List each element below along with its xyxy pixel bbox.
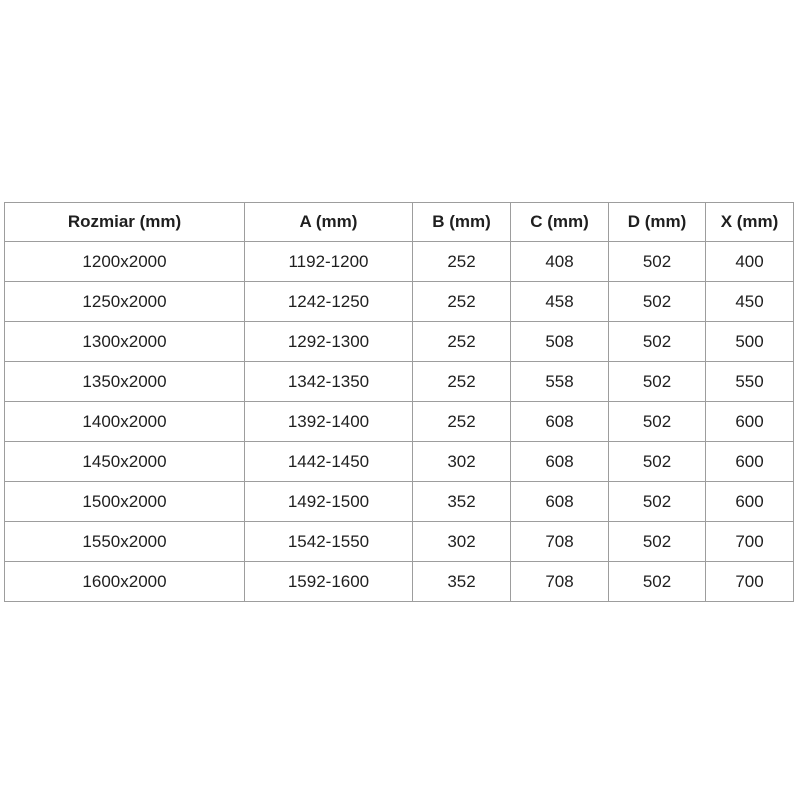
cell-x: 700: [706, 562, 794, 602]
table-row: [5, 562, 794, 602]
cell-a: 1192-1200: [245, 242, 413, 282]
cell-rozmiar: 1350x2000: [5, 362, 245, 402]
cell-a: 1392-1400: [245, 402, 413, 442]
table-row: [5, 322, 794, 362]
table-row: [5, 402, 794, 442]
cell-d: 502: [609, 242, 706, 282]
cell-c: 608: [511, 442, 609, 482]
cell-a: 1542-1550: [245, 522, 413, 562]
cell-rozmiar: 1600x2000: [5, 562, 245, 602]
cell-b: 352: [413, 562, 511, 602]
cell-x: 700: [706, 522, 794, 562]
cell-rozmiar: 1400x2000: [5, 402, 245, 442]
cell-c: 708: [511, 562, 609, 602]
column-header-c: C (mm): [511, 203, 609, 242]
cell-x: 550: [706, 362, 794, 402]
cell-b: 302: [413, 442, 511, 482]
cell-b: 352: [413, 482, 511, 522]
cell-rozmiar: 1450x2000: [5, 442, 245, 482]
column-header-b: B (mm): [413, 203, 511, 242]
cell-b: 302: [413, 522, 511, 562]
cell-rozmiar: 1200x2000: [5, 242, 245, 282]
cell-rozmiar: 1250x2000: [5, 282, 245, 322]
cell-x: 400: [706, 242, 794, 282]
column-header-a: A (mm): [245, 203, 413, 242]
table-row: [5, 282, 794, 322]
cell-b: 252: [413, 402, 511, 442]
cell-a: 1492-1500: [245, 482, 413, 522]
cell-b: 252: [413, 242, 511, 282]
cell-c: 608: [511, 402, 609, 442]
cell-d: 502: [609, 482, 706, 522]
column-header-x: X (mm): [706, 203, 794, 242]
table-row: [5, 482, 794, 522]
cell-x: 450: [706, 282, 794, 322]
cell-d: 502: [609, 562, 706, 602]
cell-d: 502: [609, 402, 706, 442]
cell-d: 502: [609, 442, 706, 482]
cell-d: 502: [609, 522, 706, 562]
cell-a: 1442-1450: [245, 442, 413, 482]
cell-d: 502: [609, 362, 706, 402]
cell-rozmiar: 1550x2000: [5, 522, 245, 562]
cell-x: 600: [706, 442, 794, 482]
cell-rozmiar: 1300x2000: [5, 322, 245, 362]
cell-c: 608: [511, 482, 609, 522]
cell-d: 502: [609, 322, 706, 362]
table-row: [5, 362, 794, 402]
table-row: [5, 522, 794, 562]
cell-a: 1292-1300: [245, 322, 413, 362]
cell-c: 508: [511, 322, 609, 362]
cell-c: 458: [511, 282, 609, 322]
cell-d: 502: [609, 282, 706, 322]
cell-b: 252: [413, 362, 511, 402]
column-header-d: D (mm): [609, 203, 706, 242]
table-row: [5, 242, 794, 282]
cell-c: 408: [511, 242, 609, 282]
cell-x: 600: [706, 482, 794, 522]
cell-c: 708: [511, 522, 609, 562]
cell-b: 252: [413, 282, 511, 322]
cell-a: 1242-1250: [245, 282, 413, 322]
column-header-rozmiar: Rozmiar (mm): [5, 203, 245, 242]
cell-x: 500: [706, 322, 794, 362]
cell-x: 600: [706, 402, 794, 442]
cell-a: 1592-1600: [245, 562, 413, 602]
table-header-row: [5, 203, 794, 242]
cell-c: 558: [511, 362, 609, 402]
table-row: [5, 442, 794, 482]
cell-rozmiar: 1500x2000: [5, 482, 245, 522]
cell-a: 1342-1350: [245, 362, 413, 402]
dimensions-spec-table: [4, 202, 794, 602]
cell-b: 252: [413, 322, 511, 362]
